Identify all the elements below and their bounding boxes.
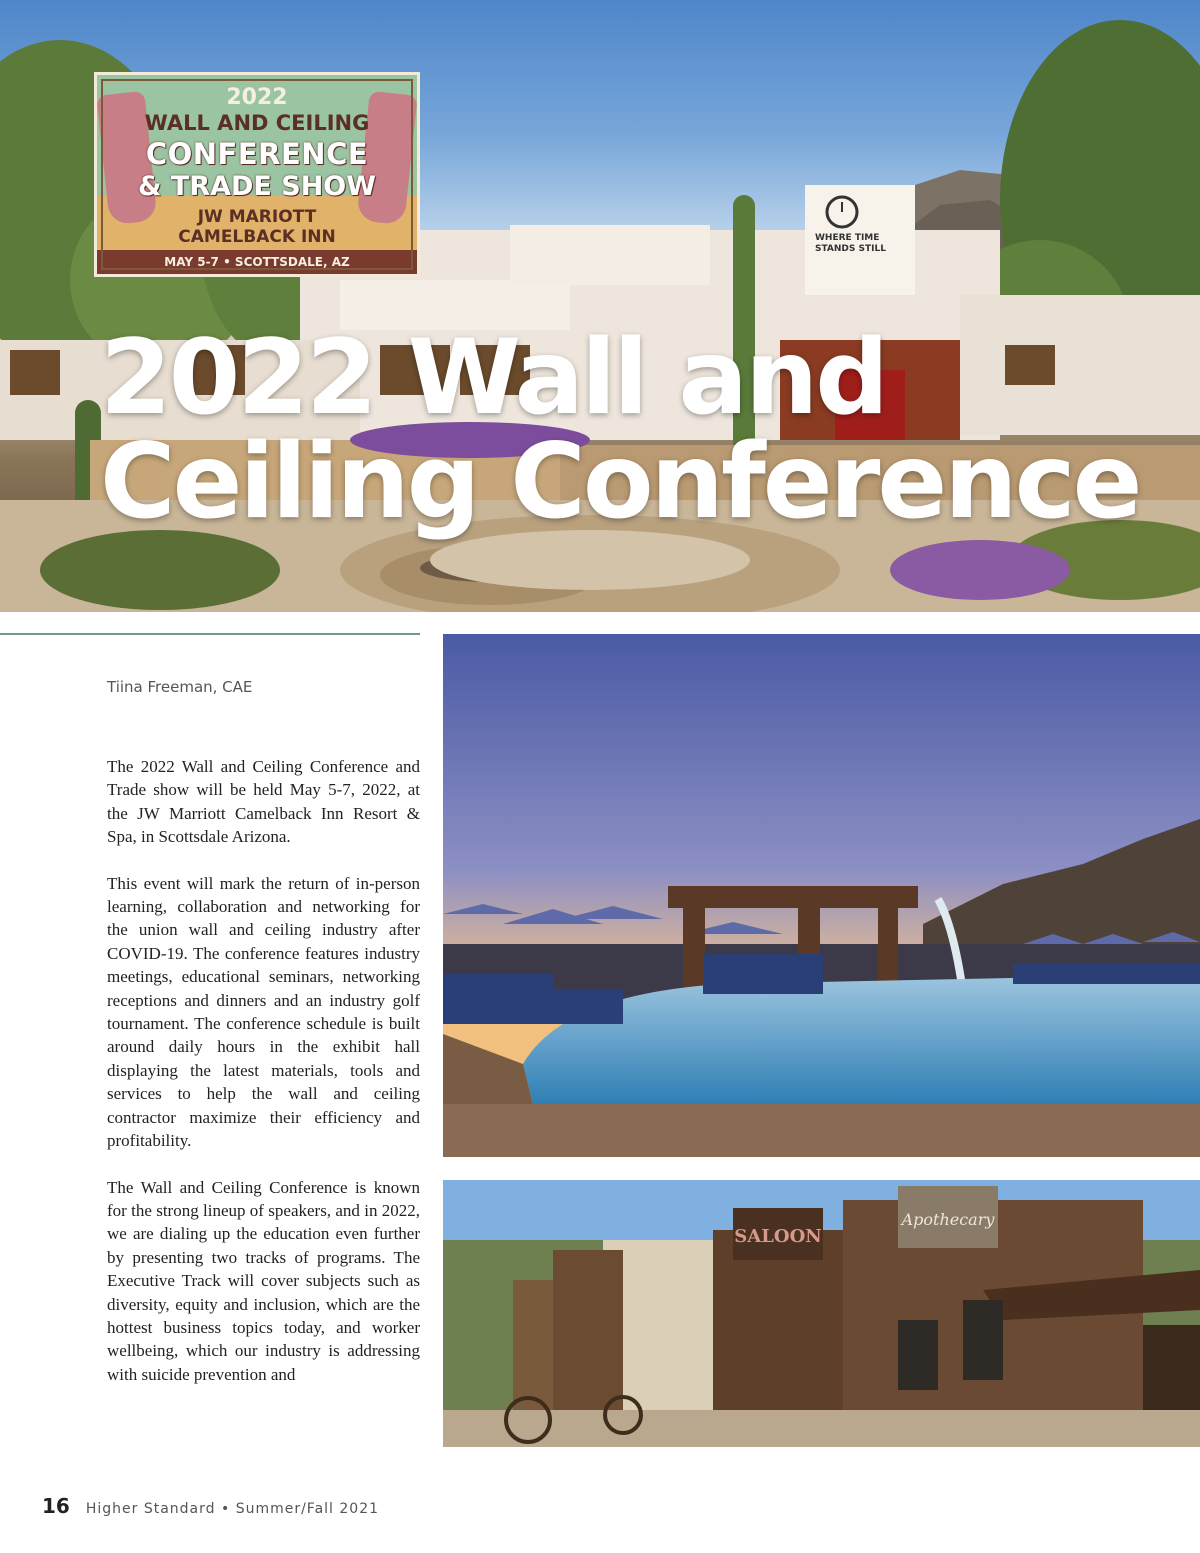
badge-line-conference: CONFERENCE xyxy=(145,137,369,171)
badge-venue-line2: CAMELBACK INN xyxy=(178,227,336,247)
old-town-photo xyxy=(443,1180,1200,1447)
article-paragraph: The 2022 Wall and Ceiling Conference and Trade show will be held May 5-7, 2022, at the JW Marriott Camelback Inn Resort & Spa, in Scottsdale Arizona. xyxy=(107,757,420,847)
section-divider xyxy=(0,633,420,635)
badge-line-wall-ceiling: WALL AND CEILING xyxy=(144,111,370,135)
article-paragraph: This event will mark the return of in-person learning, collaboration and networking for the union wall and ceiling industry after COVID-19. The conference features industry meetings, educational seminars, networking receptions and dinners and an industry golf tournament. The conference schedule is built around daily hours in the exhibit hall displaying the latest materials, tools and services to help the wall and ceiling contractor maximize their efficiency and profitability. xyxy=(107,873,420,1151)
badge-dates: MAY 5-7 • SCOTTSDALE, AZ xyxy=(164,255,350,269)
article-body xyxy=(107,755,420,1409)
pool-photo xyxy=(443,634,1200,1157)
badge-venue-line1: JW MARIOTT xyxy=(197,207,317,227)
saloon-sign: SALOON xyxy=(734,1226,822,1247)
sign-text-line1: WHERE TIME xyxy=(815,233,880,243)
title-line-2: Ceiling Conference xyxy=(100,422,1140,542)
article-paragraph: The Wall and Ceiling Conference is known for the strong lineup of speakers, and in 2022, we are dialing up the education even further by presenting two tracks of programs. The Executive Track will cover subjects such as diversity, equity and inclusion, which are the hottest business topics today, and worker wellbeing, which our industry is addressing with suicide prevention and xyxy=(107,1177,420,1384)
apothecary-sign: Apothecary xyxy=(901,1210,995,1229)
badge-line-trade-show: & TRADE SHOW xyxy=(137,171,377,202)
author-byline: Tiina Freeman, CAE xyxy=(107,678,253,696)
page-number: 16 xyxy=(42,1494,70,1518)
sign-text-line2: STANDS STILL xyxy=(815,244,886,254)
badge-year: 2022 xyxy=(226,85,288,110)
page-footer xyxy=(42,1494,379,1518)
page-title xyxy=(100,318,1180,542)
conference-badge xyxy=(94,72,420,277)
publication-info: Higher Standard • Summer/Fall 2021 xyxy=(85,1501,380,1517)
title-line-1: 2022 Wall and xyxy=(100,318,887,438)
hero-photo xyxy=(0,0,1200,612)
